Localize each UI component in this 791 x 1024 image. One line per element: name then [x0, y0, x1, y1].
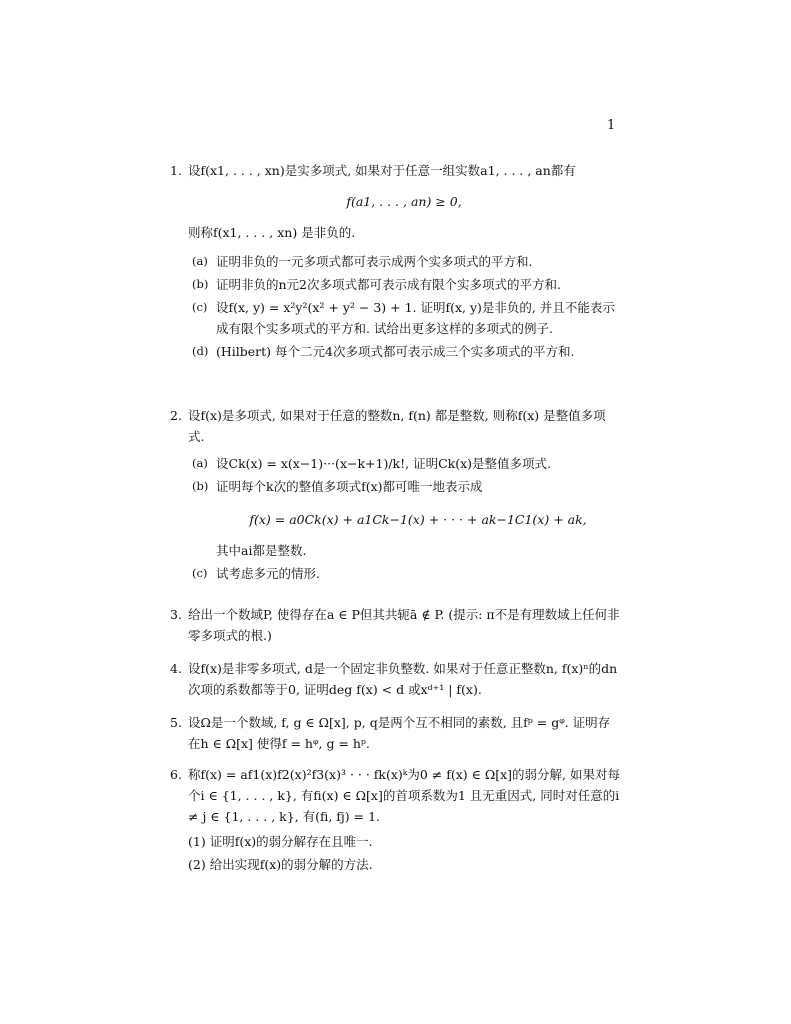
- problem-text: 设Ω是一个数域, f, g ∈ Ω[x], p, q是两个互不相同的素数, 且fᵖ = gᵠ. 证明存在h ∈ Ω[x] 使得f = hᵠ, g = hᵖ.: [188, 715, 611, 751]
- problem-intro: 设f(x1, . . . , xn)是实多项式, 如果对于任意一组实数a1, . . . , an都有: [188, 163, 576, 178]
- problem-number: 4.: [170, 661, 182, 676]
- problem-4: [170, 658, 620, 700]
- sub-item-label: (a): [192, 456, 208, 470]
- problem-conclusion: 其中ai都是整数.: [216, 543, 307, 558]
- problem-number: 5.: [170, 715, 182, 730]
- sub-item-a: [192, 453, 620, 474]
- sub-item-a: [192, 251, 620, 272]
- sub-item-b: [192, 476, 620, 497]
- sub-item-label: (d): [192, 344, 209, 358]
- problem-text: 称f(x) = af1(x)f2(x)²f3(x)³ · · · fk(x)ᵏ为0 ≠ f(x) ∈ Ω[x]的弱分解, 如果对每个i ∈ {1, . . . , k}, 有fi(x) ∈ Ω[x]的首项系数为1 且无重因式, 同时对任意的i ≠ j ∈ {1, . . . , k}, 有(fi, fj) = 1.: [188, 767, 620, 824]
- problem-number: 6.: [170, 767, 182, 782]
- problem-number: 1.: [170, 163, 182, 178]
- problem-intro: 设f(x)是多项式, 如果对于任意的整数n, f(n) 都是整数, 则称f(x) 是整值多项式.: [188, 408, 606, 444]
- sub-item-label: (1): [188, 834, 206, 849]
- sub-item-c: [192, 563, 620, 584]
- sub-item-text: 证明每个k次的整值多项式f(x)都可唯一地表示成: [216, 479, 483, 494]
- page-number: 1: [607, 118, 616, 133]
- sub-item-2: [188, 854, 620, 875]
- problem-number: 2.: [170, 408, 182, 423]
- sub-item-text: 试考虑多元的情形.: [216, 566, 320, 581]
- sub-item-text: 设Ck(x) = x(x−1)···(x−k+1)/k!, 证明Ck(x)是整值多项式.: [216, 456, 552, 471]
- sub-item-label: (2): [188, 857, 206, 872]
- problem-text: 设f(x)是非零多项式, d是一个固定非负整数. 如果对于任意正整数n, f(x)ⁿ的dn次项的系数都等于0, 证明deg f(x) < d 或xᵈ⁺¹ | f(x).: [188, 661, 618, 697]
- problem-conclusion: 则称f(x1, . . . , xn) 是非负的.: [188, 225, 356, 240]
- sub-item-label: (c): [192, 300, 208, 314]
- display-equation: f(a1, . . . , an) ≥ 0,: [346, 194, 462, 209]
- sub-item-text: 证明非负的一元多项式都可表示成两个实多项式的平方和.: [216, 254, 533, 269]
- problem-number: 3.: [170, 607, 182, 622]
- sub-item-label: (a): [192, 254, 208, 268]
- sub-item-text: 给出实现f(x)的弱分解的方法.: [209, 857, 373, 872]
- sub-item-d: [192, 341, 620, 362]
- sub-item-text: 设f(x, y) = x²y²(x² + y² − 3) + 1. 证明f(x, y)是非负的, 并且不能表示成有限个实多项式的平方和. 试给出更多这样的多项式的例子.: [216, 300, 615, 336]
- sub-item-text: 证明f(x)的弱分解存在且唯一.: [209, 834, 373, 849]
- problem-5: [170, 712, 620, 754]
- sub-item-label: (b): [192, 479, 209, 493]
- sub-item-c: [192, 297, 620, 339]
- display-equation: f(x) = a0Ck(x) + a1Ck−1(x) + · · · + ak−1C1(x) + ak,: [249, 512, 587, 527]
- problem-2: [170, 405, 620, 584]
- sub-item-text: (Hilbert) 每个二元4次多项式都可表示成三个实多项式的平方和.: [216, 344, 575, 359]
- sub-item-b: [192, 274, 620, 295]
- sub-item-label: (c): [192, 566, 208, 580]
- problem-3: [170, 604, 620, 646]
- sub-item-label: (b): [192, 277, 209, 291]
- problem-text: 给出一个数域P, 使得存在a ∈ P但其共轭ā ∉ P. (提示: π不是有理数域上任何非零多项式的根.): [188, 607, 620, 643]
- sub-item-1: [188, 831, 620, 852]
- problem-6: [170, 764, 620, 875]
- sub-item-text: 证明非负的n元2次多项式都可表示成有限个实多项式的平方和.: [216, 277, 561, 292]
- problem-1: [170, 160, 620, 362]
